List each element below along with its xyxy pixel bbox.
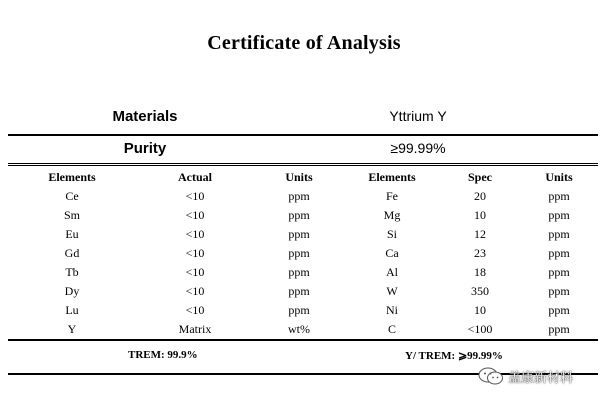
table-cell: Ce	[65, 189, 79, 203]
table-cell: 10	[474, 303, 486, 317]
table-cell: 10	[474, 208, 486, 222]
table-cell: ppm	[288, 227, 310, 241]
table-cell: Si	[386, 227, 397, 241]
table-cell: ppm	[288, 246, 310, 260]
purity-label: Purity	[123, 140, 167, 157]
table-cell: Mg	[383, 208, 401, 222]
table-cell: Eu	[65, 227, 79, 241]
table-cell: ppm	[288, 208, 310, 222]
table-cell: Gd	[64, 246, 80, 260]
materials-row	[0, 108, 608, 136]
table-cell: ppm	[288, 303, 310, 317]
table-cell: C	[387, 322, 396, 336]
table-cell: Tb	[65, 265, 79, 279]
materials-label: Materials	[112, 108, 178, 125]
table-cell: W	[386, 284, 398, 298]
divider	[8, 163, 598, 166]
purity-value: ≥99.99%	[390, 140, 446, 156]
table-cell: ppm	[288, 265, 310, 279]
header-units: Units	[545, 169, 573, 184]
wechat-icon	[478, 367, 504, 385]
table-cell: ppm	[548, 322, 570, 336]
table-cell: 23	[474, 246, 486, 260]
table-cell: ppm	[548, 208, 570, 222]
table-cell: ppm	[548, 246, 570, 260]
table-cell: ppm	[548, 284, 570, 298]
trem-summary: TREM: 99.9%	[128, 349, 198, 361]
table-row	[8, 225, 598, 244]
watermark-text: 盖康新材料	[508, 370, 574, 386]
table-cell: <10	[185, 227, 205, 241]
table-cell: <10	[185, 246, 205, 260]
divider	[8, 339, 598, 341]
table-row	[8, 263, 598, 282]
table-cell: Y	[67, 322, 77, 336]
table-cell: <100	[467, 322, 493, 336]
table-cell: ppm	[548, 303, 570, 317]
table-cell: Fe	[386, 189, 398, 203]
table-cell: ppm	[288, 284, 310, 298]
header-units: Units	[285, 169, 313, 184]
table-row	[8, 244, 598, 263]
table-cell: 20	[474, 189, 486, 203]
table-cell: Ni	[386, 303, 398, 317]
divider	[8, 134, 598, 136]
header-actual: Actual	[178, 169, 212, 184]
table-row	[8, 301, 598, 320]
table-row	[8, 206, 598, 225]
table-cell: Matrix	[178, 322, 212, 336]
table-cell: <10	[185, 284, 205, 298]
watermark	[478, 366, 573, 386]
table-cell: 18	[474, 265, 486, 279]
table-cell: Sm	[63, 208, 80, 222]
document-title: Certificate of Analysis	[207, 32, 401, 54]
header-elements: Elements	[48, 169, 96, 184]
table-cell: Dy	[64, 284, 80, 298]
header-spec: Spec	[468, 169, 492, 184]
table-cell: ppm	[548, 265, 570, 279]
analysis-table	[8, 167, 598, 339]
table-cell: ppm	[548, 227, 570, 241]
table-cell: wt%	[288, 322, 310, 336]
table-cell: Lu	[65, 303, 79, 317]
table-cell: <10	[185, 189, 205, 203]
table-header-row	[8, 167, 598, 187]
table-cell: <10	[185, 208, 205, 222]
table-cell: ppm	[288, 189, 310, 203]
table-cell: Al	[386, 265, 398, 279]
header-elements: Elements	[368, 169, 416, 184]
table-row	[8, 320, 598, 339]
table-cell: ppm	[548, 189, 570, 203]
table-cell: <10	[185, 265, 205, 279]
table-row	[8, 282, 598, 301]
table-cell: 12	[474, 227, 486, 241]
table-cell: <10	[185, 303, 205, 317]
table-cell: Ca	[385, 246, 399, 260]
table-cell: 350	[471, 284, 489, 298]
y-trem-summary: Y/ TREM: ⩾99.99%	[405, 350, 503, 362]
table-row	[8, 187, 598, 206]
materials-value: Yttrium Y	[389, 108, 447, 124]
